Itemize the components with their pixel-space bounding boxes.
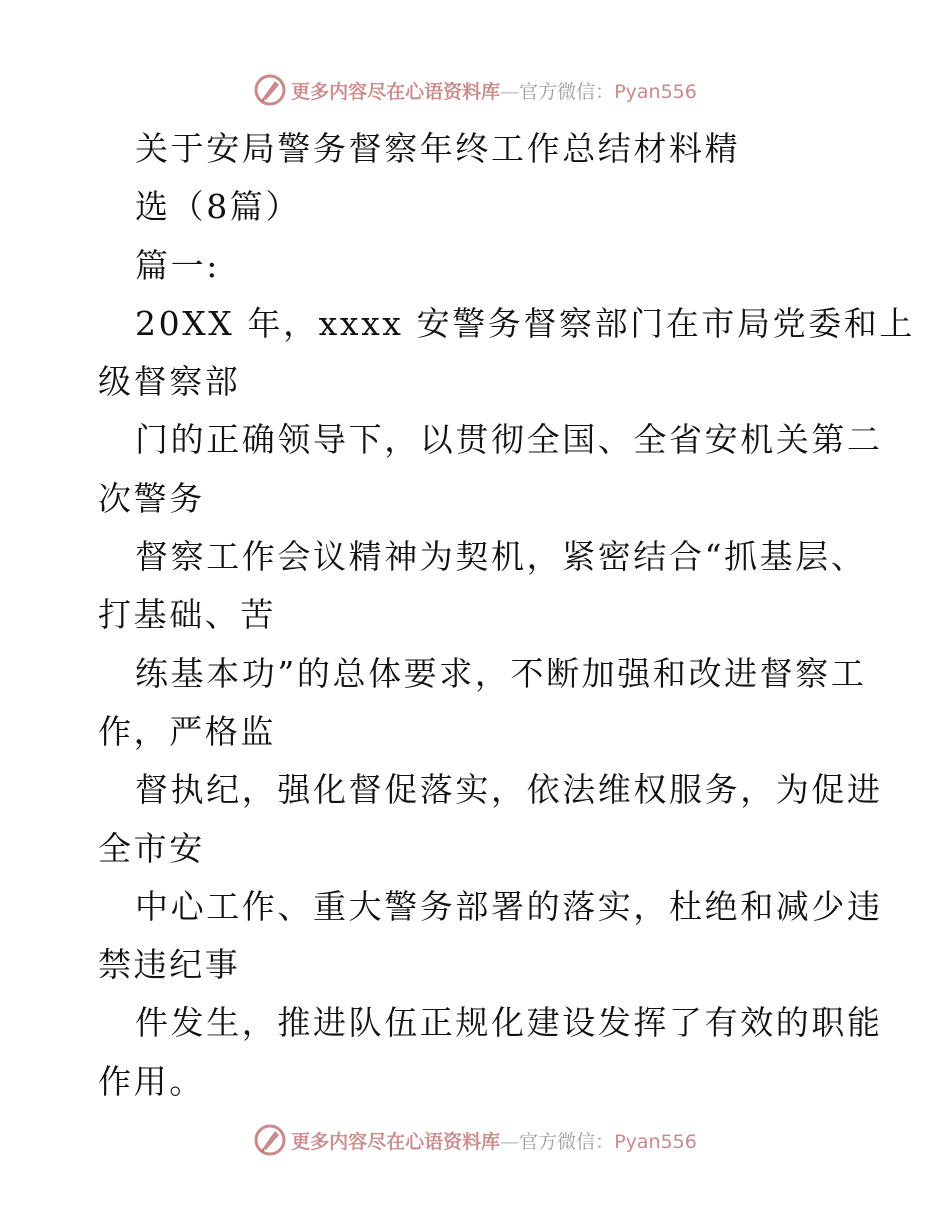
watermark-site: 更多内容尽在心语资料库 (291, 1130, 501, 1153)
document-body (98, 120, 916, 1111)
paragraph-line: 中心工作、重大警务部署的落实，杜绝和减少违 (135, 886, 883, 926)
paragraph-line: 禁违纪事 (98, 945, 241, 985)
document-title-line-1: 关于安局警务督察年终工作总结材料精 (135, 129, 741, 168)
paragraph-line: 门的正确领导下，以贯彻全国、全省安机关第二 (135, 420, 883, 460)
watermark-wechat-label: 官方微信： (519, 1130, 615, 1153)
paragraph-line: 件发生，推进队伍正规化建设发挥了有效的职能 (135, 1003, 883, 1043)
header-watermark (0, 70, 950, 110)
watermark-wechat-id: Pyan556 (614, 1130, 697, 1153)
paragraph-line: 全市安 (98, 828, 205, 868)
pen-nib-circle-icon (253, 1123, 287, 1157)
paragraph-line: 作，严格监 (98, 711, 276, 751)
paragraph-line: 督执纪，强化督促落实，依法维权服务，为促进 (135, 770, 883, 810)
paragraph-line: 次警务 (98, 478, 205, 518)
document-title-line-2: 选（8篇） (135, 187, 301, 227)
watermark-wechat-label: 官方微信： (519, 80, 615, 103)
paragraph-line: 打基础、苦 (98, 595, 276, 635)
paragraph-line: 级督察部 (98, 362, 241, 402)
watermark-site: 更多内容尽在心语资料库 (291, 80, 501, 103)
watermark-text (291, 1127, 697, 1154)
watermark-separator: — (500, 80, 520, 103)
watermark-text (291, 77, 697, 104)
paragraph-line: 20XX 年，xxxx 安警务督察部门在市局党委和上 (135, 303, 916, 343)
pen-nib-circle-icon (253, 73, 287, 107)
paragraph-line: 作用。 (98, 1061, 205, 1101)
section-heading: 篇一: (135, 245, 220, 285)
footer-watermark (0, 1120, 950, 1160)
watermark-separator: — (500, 1130, 520, 1153)
paragraph-line: 练基本功”的总体要求，不断加强和改进督察工 (135, 653, 867, 693)
paragraph-line: 督察工作会议精神为契机，紧密结合“抓基层、 (135, 537, 867, 577)
watermark-wechat-id: Pyan556 (614, 80, 697, 103)
